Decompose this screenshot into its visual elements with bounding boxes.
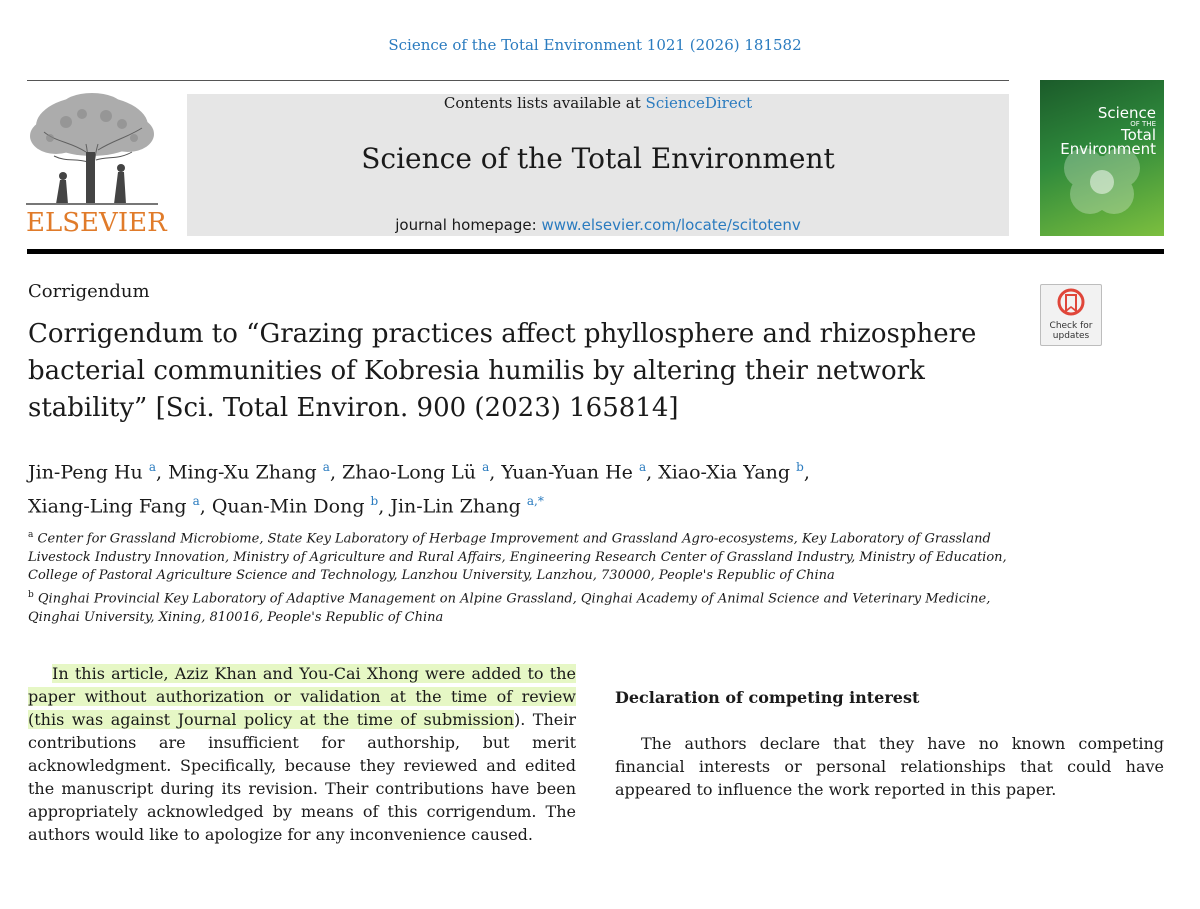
tree-logo-icon [26,92,158,206]
journal-title: Science of the Total Environment [361,142,835,175]
author-name[interactable]: Xiao-Xia Yang [658,461,791,484]
author-affiliation-marker[interactable]: a [192,494,200,509]
author-name[interactable]: Zhao-Long Lü [342,461,477,484]
affiliation-text: Qinghai Provincial Key Laboratory of Adaptive Management on Alpine Grassland, Qinghai Academy of Animal Science and Veterinary Medicine, Qinghai University, Xining, 810016, People's Republic of China [28,591,991,625]
competing-interest-heading: Declaration of competing interest [615,688,920,707]
body-right-column [615,662,1164,801]
author-separator: , [803,461,810,484]
bookmark-icon [1041,285,1101,321]
author-affiliation-marker[interactable]: a,* [526,494,544,509]
affiliation-b [28,586,1018,627]
journal-cover-image[interactable] [1040,80,1164,236]
cover-graphic-icon [1040,80,1164,236]
journal-masthead [187,94,1009,236]
author-affiliation-marker[interactable]: a [322,460,330,474]
article-type: Corrigendum [28,281,150,302]
competing-interest-text: The authors declare that they have no known competing financial interests or personal relationships that could have appeared to influence the work reported in this paper. [615,734,1164,799]
contents-line [187,94,1009,112]
body-left-column [28,662,576,846]
author-separator: , [199,495,212,518]
author-name[interactable]: Jin-Lin Zhang [390,495,521,518]
author-separator: , [329,461,343,484]
publisher-name: ELSEVIER [26,208,167,238]
author-separator: , [155,461,169,484]
author-name[interactable]: Xiang-Ling Fang [28,495,187,518]
author-affiliation-marker[interactable]: b [370,494,379,509]
cover-title-line2: OF THE [1130,120,1156,128]
affiliations [28,526,1018,627]
homepage-line [187,216,1009,234]
author-separator: , [378,495,391,518]
highlighted-text: In this article, Aziz Khan and You-Cai Xhong were added to the paper without authorization or validation at the time of review (this was against Journal policy at the time of submission [28,664,576,729]
header-thick-divider [27,249,1164,254]
author-affiliation-marker[interactable]: a [482,460,490,474]
body-paragraph [28,662,576,846]
running-head[interactable]: Science of the Total Environment 1021 (2026) 181582 [388,36,802,54]
author-separator: , [489,461,502,484]
contents-prefix: Contents lists available at [443,94,646,112]
body-text-continued: ). Their contributions are insufficient for authorship, but merit acknowledgment. Specifically, because they reviewed and edited the manuscript during its revision. Their contributions have been appropriately acknowledged by means of this corrigendum. The authors would like to apologize for any inconvenience caused. [28,710,577,844]
author-name[interactable]: Ming-Xu Zhang [168,461,317,484]
author-affiliation-marker[interactable]: a [148,460,156,474]
sciencedirect-link[interactable]: ScienceDirect [645,94,753,112]
affiliation-label: a [28,530,34,540]
affiliation-label: b [28,589,34,600]
author-name[interactable]: Quan-Min Dong [211,495,365,518]
author-separator: , [646,461,659,484]
author-name[interactable]: Jin-Peng Hu [28,461,143,484]
top-divider [27,80,1009,81]
homepage-link[interactable]: www.elsevier.com/locate/scitotenv [541,216,801,234]
author-list [28,453,1028,522]
author-affiliation-marker[interactable]: b [796,460,804,474]
check-for-updates-button[interactable] [1040,284,1102,346]
author-affiliation-marker[interactable]: a [638,460,647,474]
author-name[interactable]: Yuan-Yuan He [501,461,633,484]
homepage-prefix: journal homepage: [395,216,542,234]
article-title: Corrigendum to “Grazing practices affect phyllosphere and rhizosphere bacterial communities of Kobresia humilis by altering their network stability” [Sci. Total Environ. 900 (2023) 165814] [28,319,977,423]
affiliation-a [28,526,1018,586]
cover-title-line3: Total Environment [1060,126,1156,158]
elsevier-logo[interactable] [26,92,167,242]
cover-title-line1: Science [1097,104,1156,122]
affiliation-text: Center for Grassland Microbiome, State Key Laboratory of Herbage Improvement and Grassland Agro-ecosystems, Key Laboratory of Grassland Livestock Industry Innovation, Ministry of Agriculture and Rural Affairs, Engineering Research Center of Grassland Industry, Ministry of Education, College of Pastoral Agriculture Science and Technology, Lanzhou University, Lanzhou, 730000, People's Republic of China [28,531,1007,584]
check-for-updates-label: Check for updates [1049,321,1093,341]
